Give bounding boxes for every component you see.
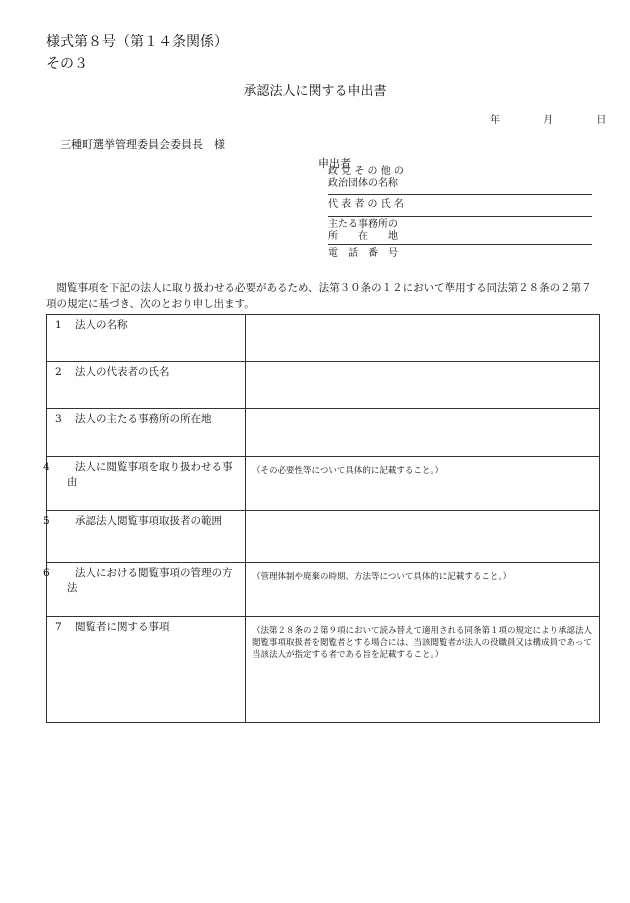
table-row (47, 563, 600, 617)
item-note: （その必要性等について具体的に記載すること。） (252, 466, 444, 476)
item-label-wrap (43, 566, 239, 596)
item-number: 7 (55, 621, 62, 633)
item-label-cell (43, 563, 246, 617)
item-label-cell (43, 511, 246, 563)
date-month: 月 (543, 115, 554, 126)
item-label-wrap (43, 514, 239, 529)
item-input-cell[interactable] (246, 563, 600, 617)
date-line (490, 111, 606, 126)
applicant-phone-label: 電 話 番 号 (328, 248, 398, 259)
item-number: 5 (43, 515, 50, 527)
item-label: 法人の主たる事務所の所在地 (75, 413, 212, 425)
document-title: 承認法人に関する申出書 (243, 84, 387, 99)
applicant-office-address-label-1: 主たる事務所の (328, 219, 398, 230)
table-row (47, 617, 600, 723)
applicant-org-name-label-1: 政 党 そ の 他 の (328, 166, 404, 177)
form-number: 様式第８号（第１４条関係） (46, 34, 228, 50)
item-label-wrap (43, 460, 239, 490)
item-label: 法人に閲覧事項を取り扱わせる事由 (67, 461, 233, 488)
addressee: 三種町選挙管理委員会委員長 様 (60, 138, 225, 151)
table-row (47, 362, 600, 409)
applicant-phone-field[interactable] (328, 248, 592, 266)
applicant-office-address-field[interactable] (328, 219, 592, 245)
item-label: 閲覧者に関する事項 (75, 621, 170, 633)
item-note: （法第２８条の２第９項において読み替えて適用される同条第１項の規定により承認法人閲覧事項取扱者を閲覧者とする場合には、当該閲覧者が法人の役職員又は構成員であって当該法人が指定する者である旨を記載すること。） (252, 626, 593, 660)
date-day: 日 (596, 115, 607, 126)
item-input-cell[interactable] (246, 409, 600, 457)
item-number: 2 (55, 366, 62, 378)
item-label-cell (47, 617, 246, 723)
table-row (47, 457, 600, 511)
item-number: 6 (43, 567, 50, 579)
item-number: 3 (55, 413, 62, 425)
applicant-office-address-label-2: 所 在 地 (328, 231, 398, 242)
item-input-cell[interactable] (246, 457, 600, 511)
table-row (47, 409, 600, 457)
applicant-representative-field[interactable] (328, 196, 592, 217)
applicant-representative-label: 代 表 者 の 氏 名 (328, 199, 404, 210)
applicant-org-name-field[interactable] (328, 166, 592, 195)
item-label: 法人の名称 (75, 319, 128, 331)
item-label-cell (47, 315, 246, 362)
item-input-cell[interactable] (246, 315, 600, 362)
item-label: 法人における閲覧事項の管理の方法 (67, 567, 233, 594)
item-number: 4 (43, 461, 50, 473)
item-label: 法人の代表者の氏名 (75, 366, 170, 378)
item-input-cell[interactable] (246, 511, 600, 563)
items-table (43, 314, 600, 723)
date-year: 年 (490, 115, 500, 126)
item-number: 1 (55, 319, 62, 331)
item-input-cell[interactable] (246, 617, 600, 723)
item-label: 承認法人閲覧事項取扱者の範囲 (75, 515, 222, 527)
table-row (47, 315, 600, 362)
item-input-cell[interactable] (246, 362, 600, 409)
item-note: （管理体制や廃棄の時期、方法等について具体的に記載すること。） (252, 572, 512, 582)
table-row (47, 511, 600, 563)
item-label-cell (47, 362, 246, 409)
form-sub-number: その３ (46, 56, 88, 72)
applicant-label: 申出者 (318, 157, 351, 170)
intro-paragraph: 閲覧事項を下記の法人に取り扱わせる必要があるため、法第３０条の１２において準用する同法第２８条の２第７項の規定に基づき、次のとおり申し出ます。 (46, 282, 592, 310)
item-label-cell (47, 409, 246, 457)
applicant-org-name-label-2: 政治団体の名称 (328, 178, 398, 189)
item-label-cell (43, 457, 246, 511)
